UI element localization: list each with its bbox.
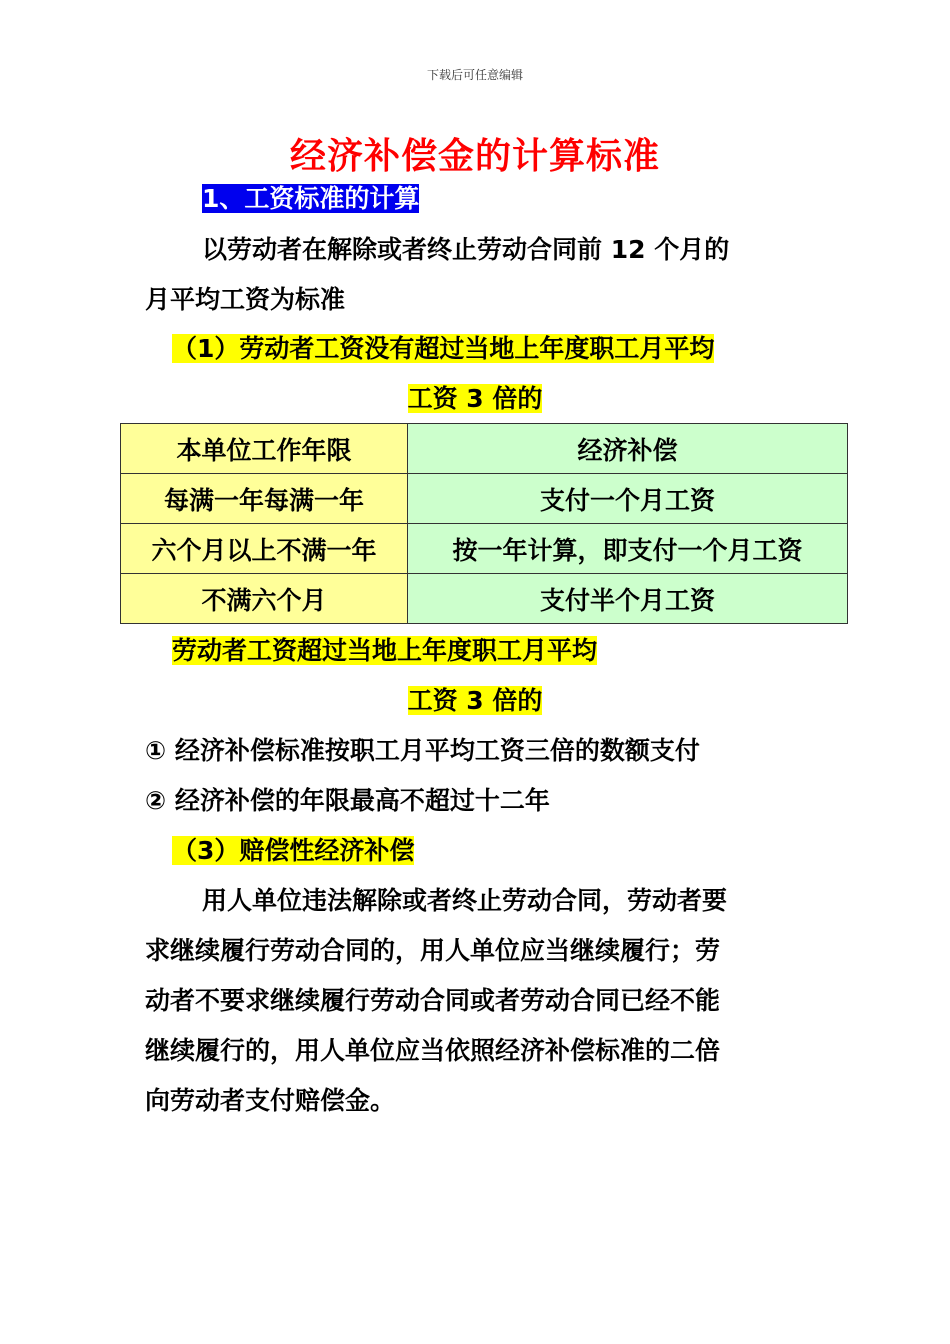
- paragraph-line: 用人单位违法解除或者终止劳动合同，劳动者要: [202, 886, 728, 915]
- table-header-cell: 本单位工作年限: [121, 424, 408, 474]
- compensation-table: [120, 423, 848, 624]
- table-cell: 六个月以上不满一年: [121, 524, 408, 574]
- subheading-2-line-2-text: 工资 3 倍的: [407, 686, 543, 715]
- table-cell: 每满一年每满一年: [121, 474, 408, 524]
- subheading-2-line-1-text: 劳动者工资超过当地上年度职工月平均: [172, 636, 598, 665]
- table-row: [121, 524, 848, 574]
- table-row: [121, 474, 848, 524]
- subheading-1-line-1-text: （1）劳动者工资没有超过当地上年度职工月平均: [172, 334, 715, 363]
- subheading-3-text: （3）赔偿性经济补偿: [172, 836, 415, 865]
- subheading-3: [172, 835, 414, 867]
- table-cell: 支付一个月工资: [408, 474, 848, 524]
- paragraph-line: 继续履行的，用人单位应当依照经济补偿标准的二倍: [145, 1036, 721, 1065]
- table-header-row: [121, 424, 848, 474]
- intro-line-2: 月平均工资为标准: [145, 285, 346, 314]
- subheading-2-line-2: [0, 685, 950, 717]
- subheading-2-line-1: [172, 635, 597, 667]
- subheading-1-line-2-text: 工资 3 倍的: [407, 384, 543, 413]
- list-item: ① 经济补偿标准按职工月平均工资三倍的数额支付: [145, 736, 700, 765]
- table-header-cell: 经济补偿: [408, 424, 848, 474]
- table-cell: 按一年计算，即支付一个月工资: [408, 524, 848, 574]
- page-title: 经济补偿金的计算标准: [289, 136, 660, 177]
- subheading-1-line-1: [172, 333, 714, 365]
- section-heading-text: 1、工资标准的计算: [202, 184, 420, 213]
- paragraph-line: 动者不要求继续履行劳动合同或者劳动合同已经不能: [145, 986, 721, 1015]
- intro-line-1: 以劳动者在解除或者终止劳动合同前 12 个月的: [202, 235, 730, 264]
- list-item: ② 经济补偿的年限最高不超过十二年: [145, 786, 550, 815]
- paragraph-line: 求继续履行劳动合同的，用人单位应当继续履行；劳: [145, 936, 721, 965]
- section-heading: [202, 183, 419, 215]
- header-note: 下载后可任意编辑: [426, 68, 523, 82]
- table-row: [121, 574, 848, 624]
- table-cell: 不满六个月: [121, 574, 408, 624]
- paragraph-line: 向劳动者支付赔偿金。: [145, 1086, 396, 1115]
- subheading-1-line-2: [0, 383, 950, 415]
- table-cell: 支付半个月工资: [408, 574, 848, 624]
